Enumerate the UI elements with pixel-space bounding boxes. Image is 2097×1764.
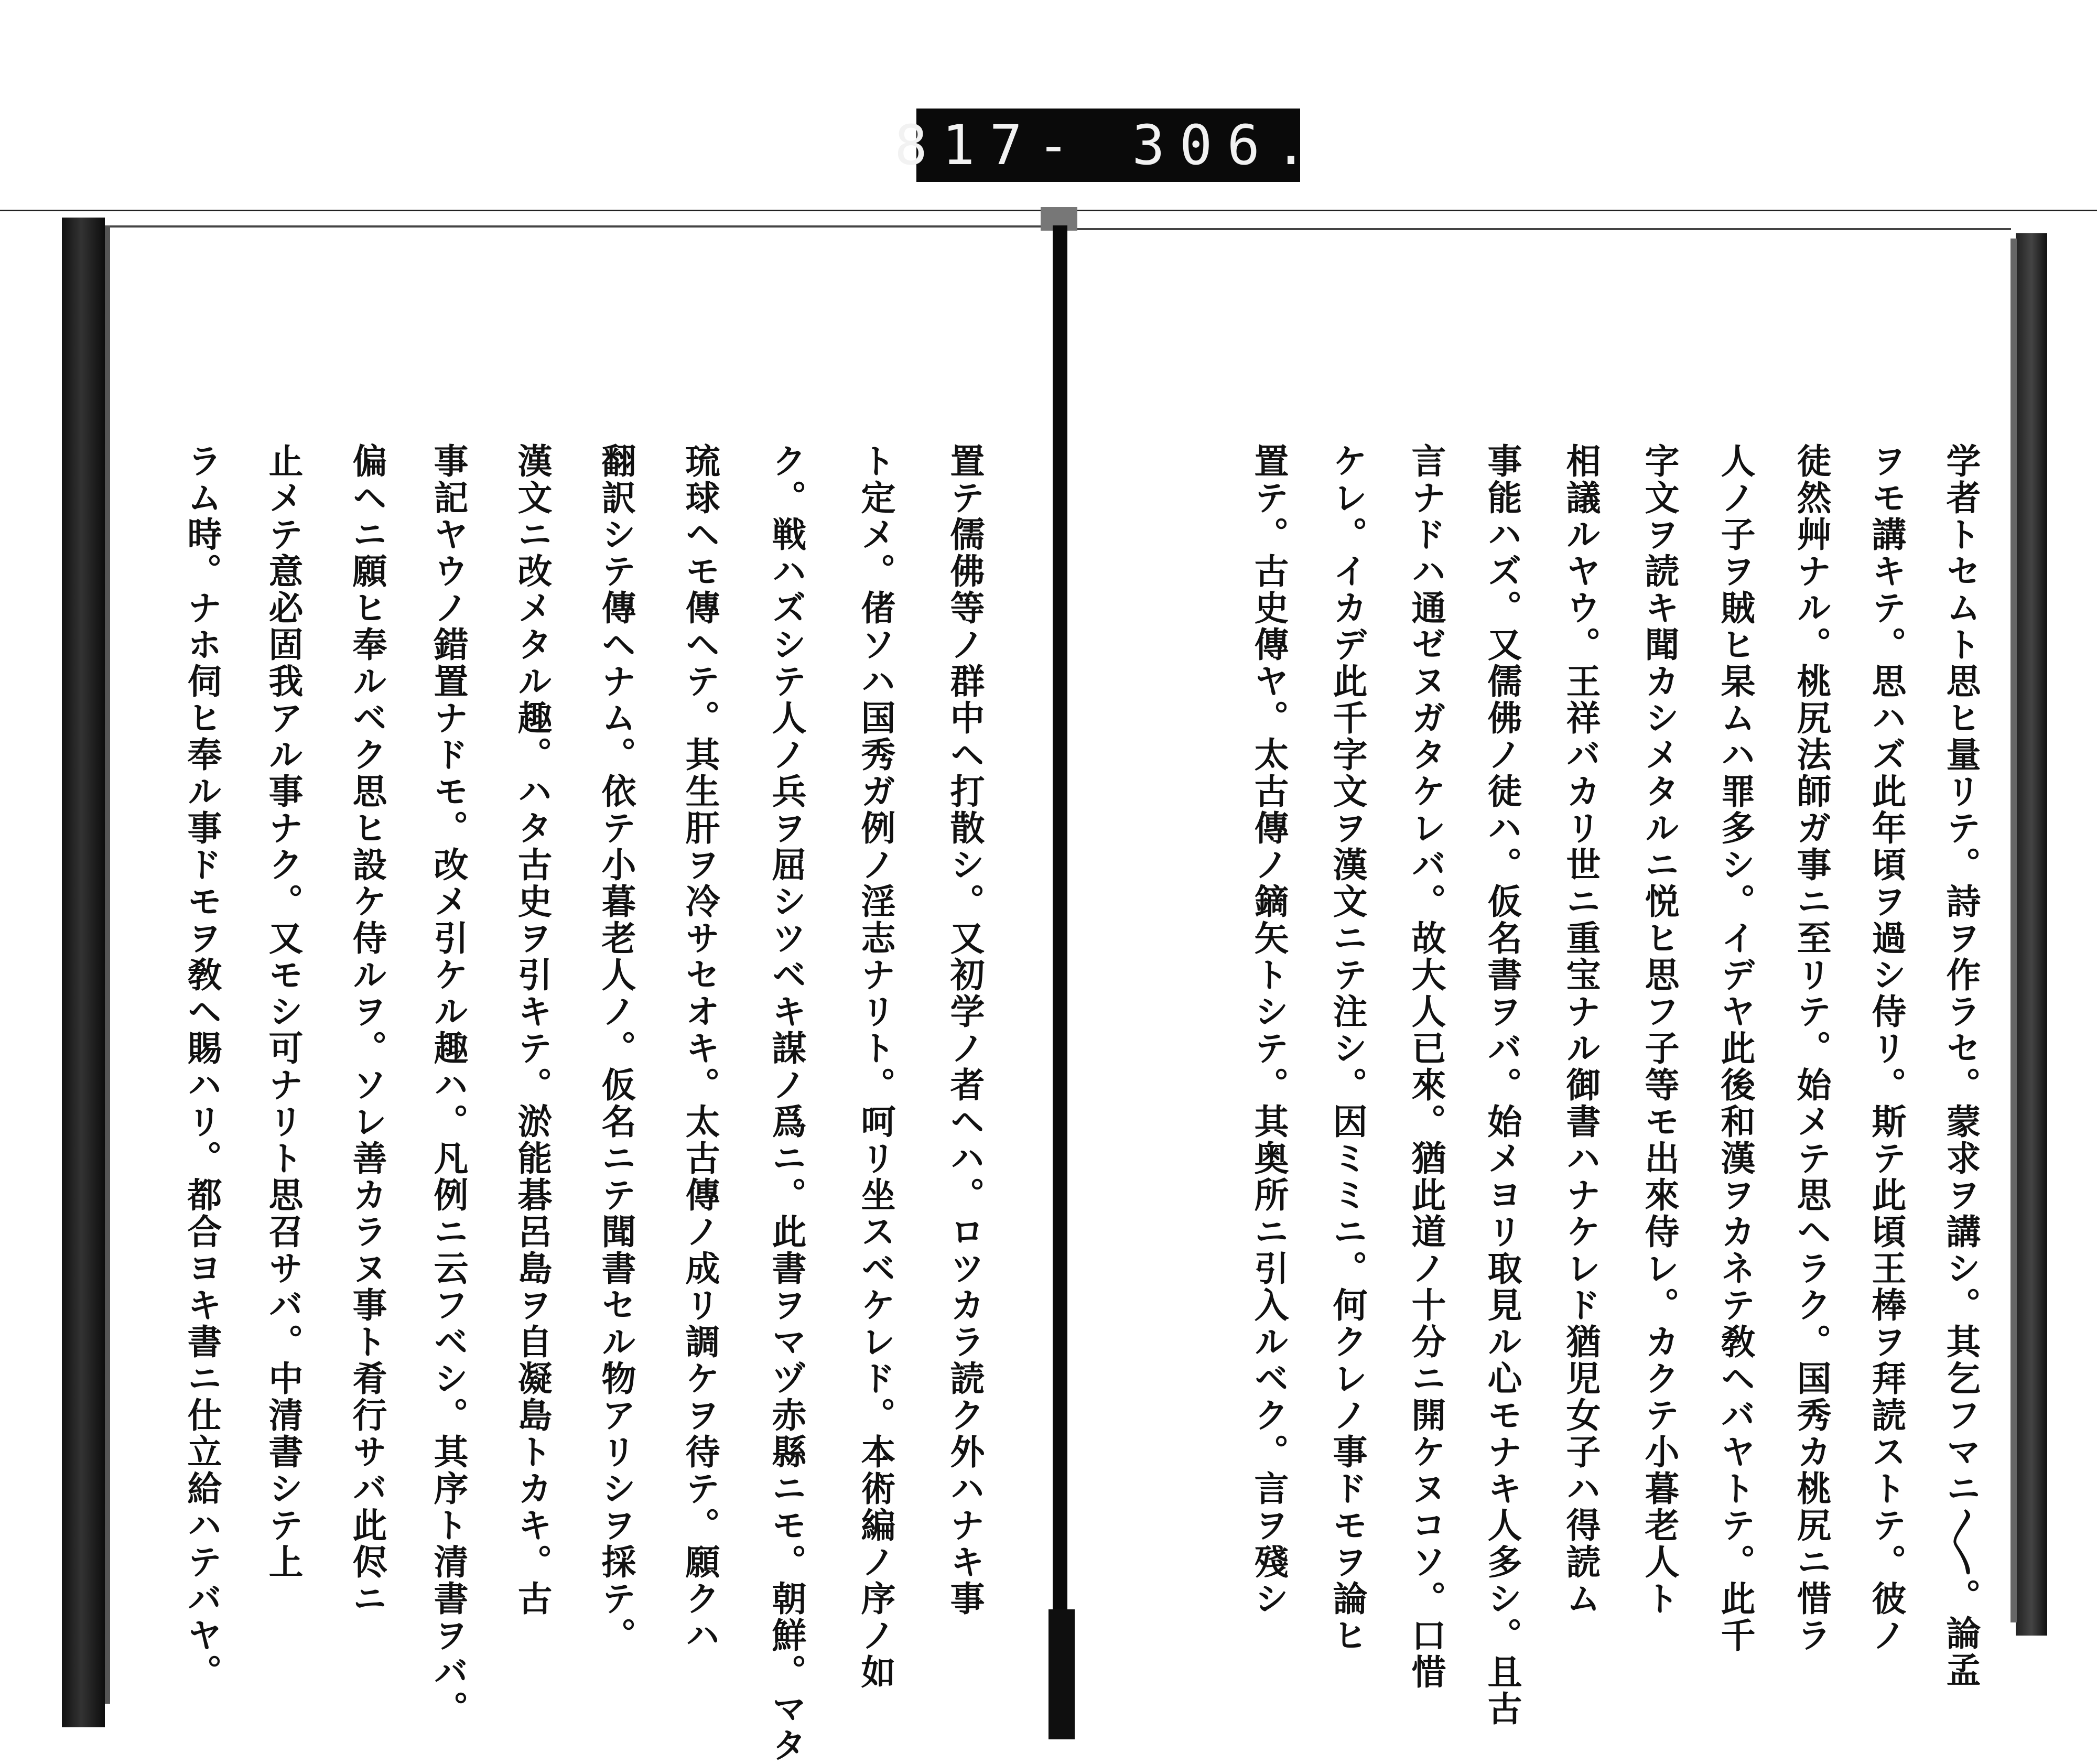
left-page-column: 止メテ意必固我アル事ナク。又モシ可ナリト思召サバ。中清書シテ上 [263, 443, 304, 1581]
right-book-edge [2016, 233, 2047, 1636]
right-page-column: 事能ハズ。又儒佛ノ徒ハ。仮名書ヲバ。始メヨリ取見ル心モナキ人多シ。且古 [1482, 443, 1522, 1727]
right-book-edge-inner [2010, 239, 2017, 1622]
left-page-column: ク。戦ハズシテ人ノ兵ヲ屈シツベキ謀ノ爲ニ。此書ヲマヅ赤縣ニモ。朝鮮。マタ [766, 443, 807, 1764]
left-page-column: 偏ヘニ願ヒ奉ルベク思ヒ設ケ侍ルヲ。ソレ善カラヌ事ト肴行サバ此侭ニ [347, 443, 387, 1617]
left-page-column: 事記ヤウノ錯置ナドモ。改メ引ケル趣ハ。凡例ニ云フベシ。其序ト清書ヲバ。 [428, 443, 469, 1727]
right-page-column: 置テ。古史傳ヤ。太古傳ノ鏑矢トシテ。其奥所ニ引入ルベク。言ヲ殘シ [1248, 443, 1289, 1617]
archive-number-text: 817- 306. [894, 113, 1322, 177]
right-page-column: 人ノ子ヲ賊ヒ杲ムハ罪多シ。イデヤ此後和漢ヲカネテ敎ヘバヤトテ。此千 [1715, 443, 1756, 1654]
left-page-column: 琉球ヘモ傳ヘテ。其生肝ヲ冷サセオキ。太古傳ノ成リ調ケヲ待テ。願クハ [679, 443, 720, 1654]
left-page-column: 置テ儒佛等ノ群中ヘ打散シ。又初学ノ者ヘハ。ロツカラ読ク外ハナキ事 [944, 443, 985, 1617]
left-page-column: ト定メ。偖ソハ国秀ガ例ノ淫志ナリト。呵リ坐スベケレド。本術編ノ序ノ如 [855, 443, 896, 1691]
right-page-column: 相議ルヤウ。王祥バカリ世ニ重宝ナル御書ハナケレド猶児女子ハ得読ム [1560, 443, 1601, 1617]
right-page-column: ヲモ講キテ。思ハズ此年頃ヲ過シ侍リ。斯テ此頃王棒ヲ拜読ストテ。彼ノ [1866, 443, 1907, 1654]
archive-number-label [894, 109, 1322, 182]
left-page-column: ラム時。ナホ伺ヒ奉ル事ドモヲ敎ヘ賜ハリ。都合ヨキ書ニ仕立給ハテバヤ。 [181, 443, 222, 1691]
right-page-column: ケレ。イカデ此千字文ヲ漢文ニテ注シ。因ミミニ。何クレノ事ドモヲ論ヒ [1327, 443, 1368, 1654]
left-page-column: 翻訳シテ傳ヘナム。依テ小暮老人ノ。仮名ニテ聞書セル物アリシヲ採テ。 [596, 443, 636, 1654]
left-page-top-edge [110, 225, 1053, 228]
right-page-column: 言ナドハ通ゼヌガタケレバ。故大人已來。猶此道ノ十分ニ開ケヌコソ。口惜 [1406, 443, 1446, 1691]
right-page-column: 徒然艸ナル。桃尻法師ガ事ニ至リテ。始メテ思ヘラク。国秀カ桃尻ニ惜ラ [1791, 443, 1832, 1654]
right-page-top-edge [1067, 228, 2011, 230]
left-page-column: 漢文ニ改メタル趣。ハタ古史ヲ引キテ。淤能碁呂島ヲ自凝島トカキ。古 [512, 443, 553, 1617]
left-book-edge-inner [105, 225, 110, 1704]
left-book-edge [62, 218, 105, 1727]
right-page-column: 学者トセムト思ヒ量リテ。詩ヲ作ラセ。蒙求ヲ講シ。其乞フマニ〳〵。論孟 [1940, 443, 1981, 1689]
center-gutter [1053, 225, 1067, 1609]
right-page-column: 字文ヲ読キ聞カシメタルニ悦ヒ思フ子等モ出來侍レ。カクテ小暮老人ト [1639, 443, 1680, 1617]
gutter-foot [1048, 1609, 1075, 1739]
